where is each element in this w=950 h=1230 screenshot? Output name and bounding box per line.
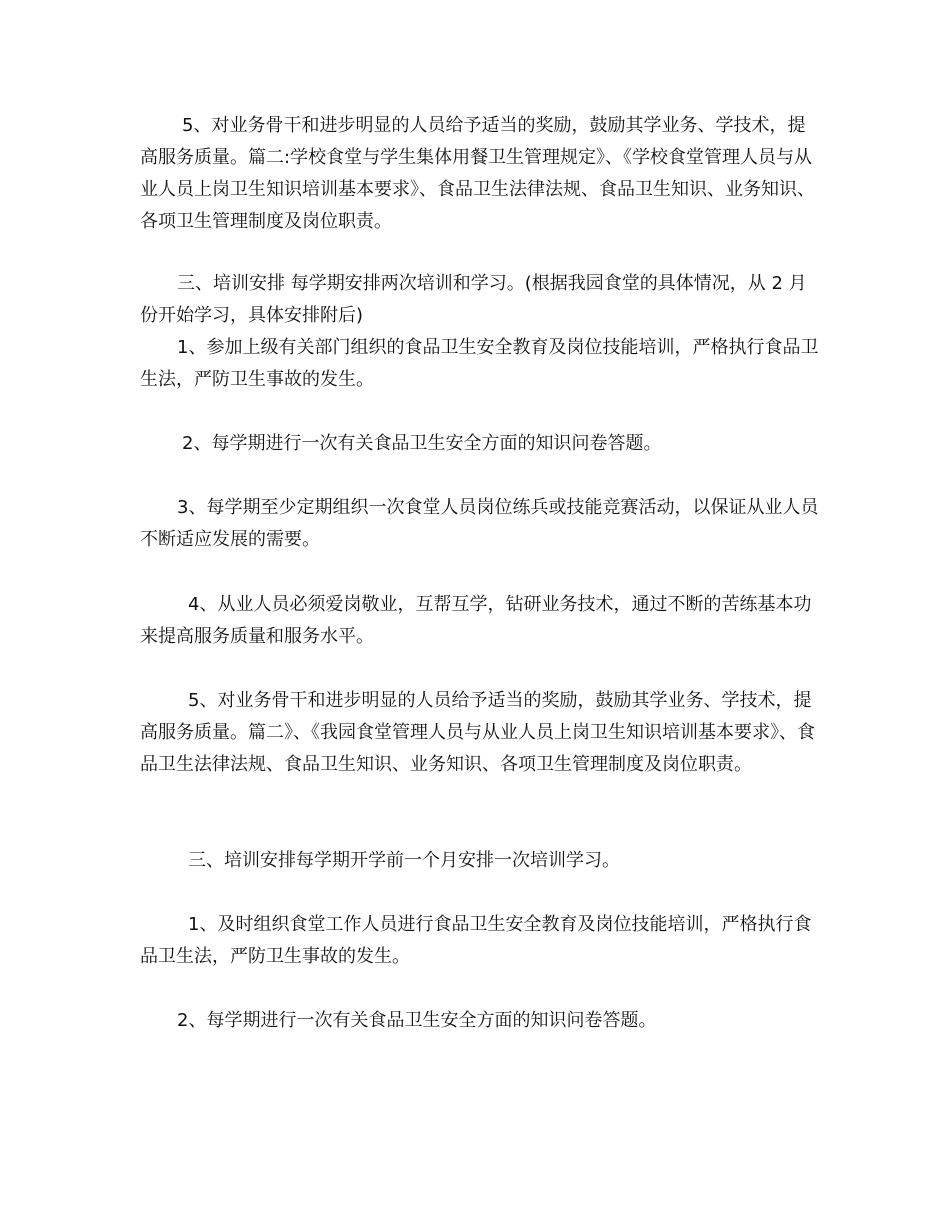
paragraph-10: 2、每学期进行一次有关食品卫生安全方面的知识问卷答题。 [177, 1010, 657, 1031]
paragraph-9: 1、及时组织食堂工作人员进行食品卫生安全教育及岗位技能培训，严格执行食品卫生法，严防卫生事故的发生。 [140, 914, 812, 967]
paragraph-1: 5、对业务骨干和进步明显的人员给予适当的奖励，鼓励其学业务、学技术，提高服务质量。篇二:学校食堂与学生集体用餐卫生管理规定》、《学校食堂管理人员与从业人员上岗卫生知识培训基本要求》、食品卫生法律法规、食品卫生知识、业务知识、各项卫生管理制度及岗位职责。 [140, 115, 815, 232]
paragraph-4: 2、每学期进行一次有关食品卫生安全方面的知识问卷答题。 [182, 433, 662, 454]
paragraph-6: 4、从业人员必须爱岗敬业，互帮互学，钻研业务技术，通过不断的苦练基本功来提高服务质量和服务水平。 [140, 594, 812, 647]
paragraph-3: 1、参加上级有关部门组织的食品卫生安全教育及岗位技能培训，严格执行食品卫生法，严防卫生事故的发生。 [140, 337, 819, 390]
paragraph-2: 三、培训安排 每学期安排两次培训和学习。(根据我园食堂的具体情况，从 2 月份开始学习，具体安排附后) [140, 273, 807, 326]
paragraph-8: 三、培训安排每学期开学前一个月安排一次培训学习。 [188, 850, 620, 871]
paragraph-5: 3、每学期至少定期组织一次食堂人员岗位练兵或技能竞赛活动，以保证从业人员不断适应发展的需要。 [140, 497, 819, 550]
paragraph-7: 5、对业务骨干和进步明显的人员给予适当的奖励，鼓励其学业务、学技术，提高服务质量。篇二》、《我园食堂管理人员与从业人员上岗卫生知识培训基本要求》、食品卫生法律法规、食品卫生知识、业务知识、各项卫生管理制度及岗位职责。 [140, 690, 815, 775]
